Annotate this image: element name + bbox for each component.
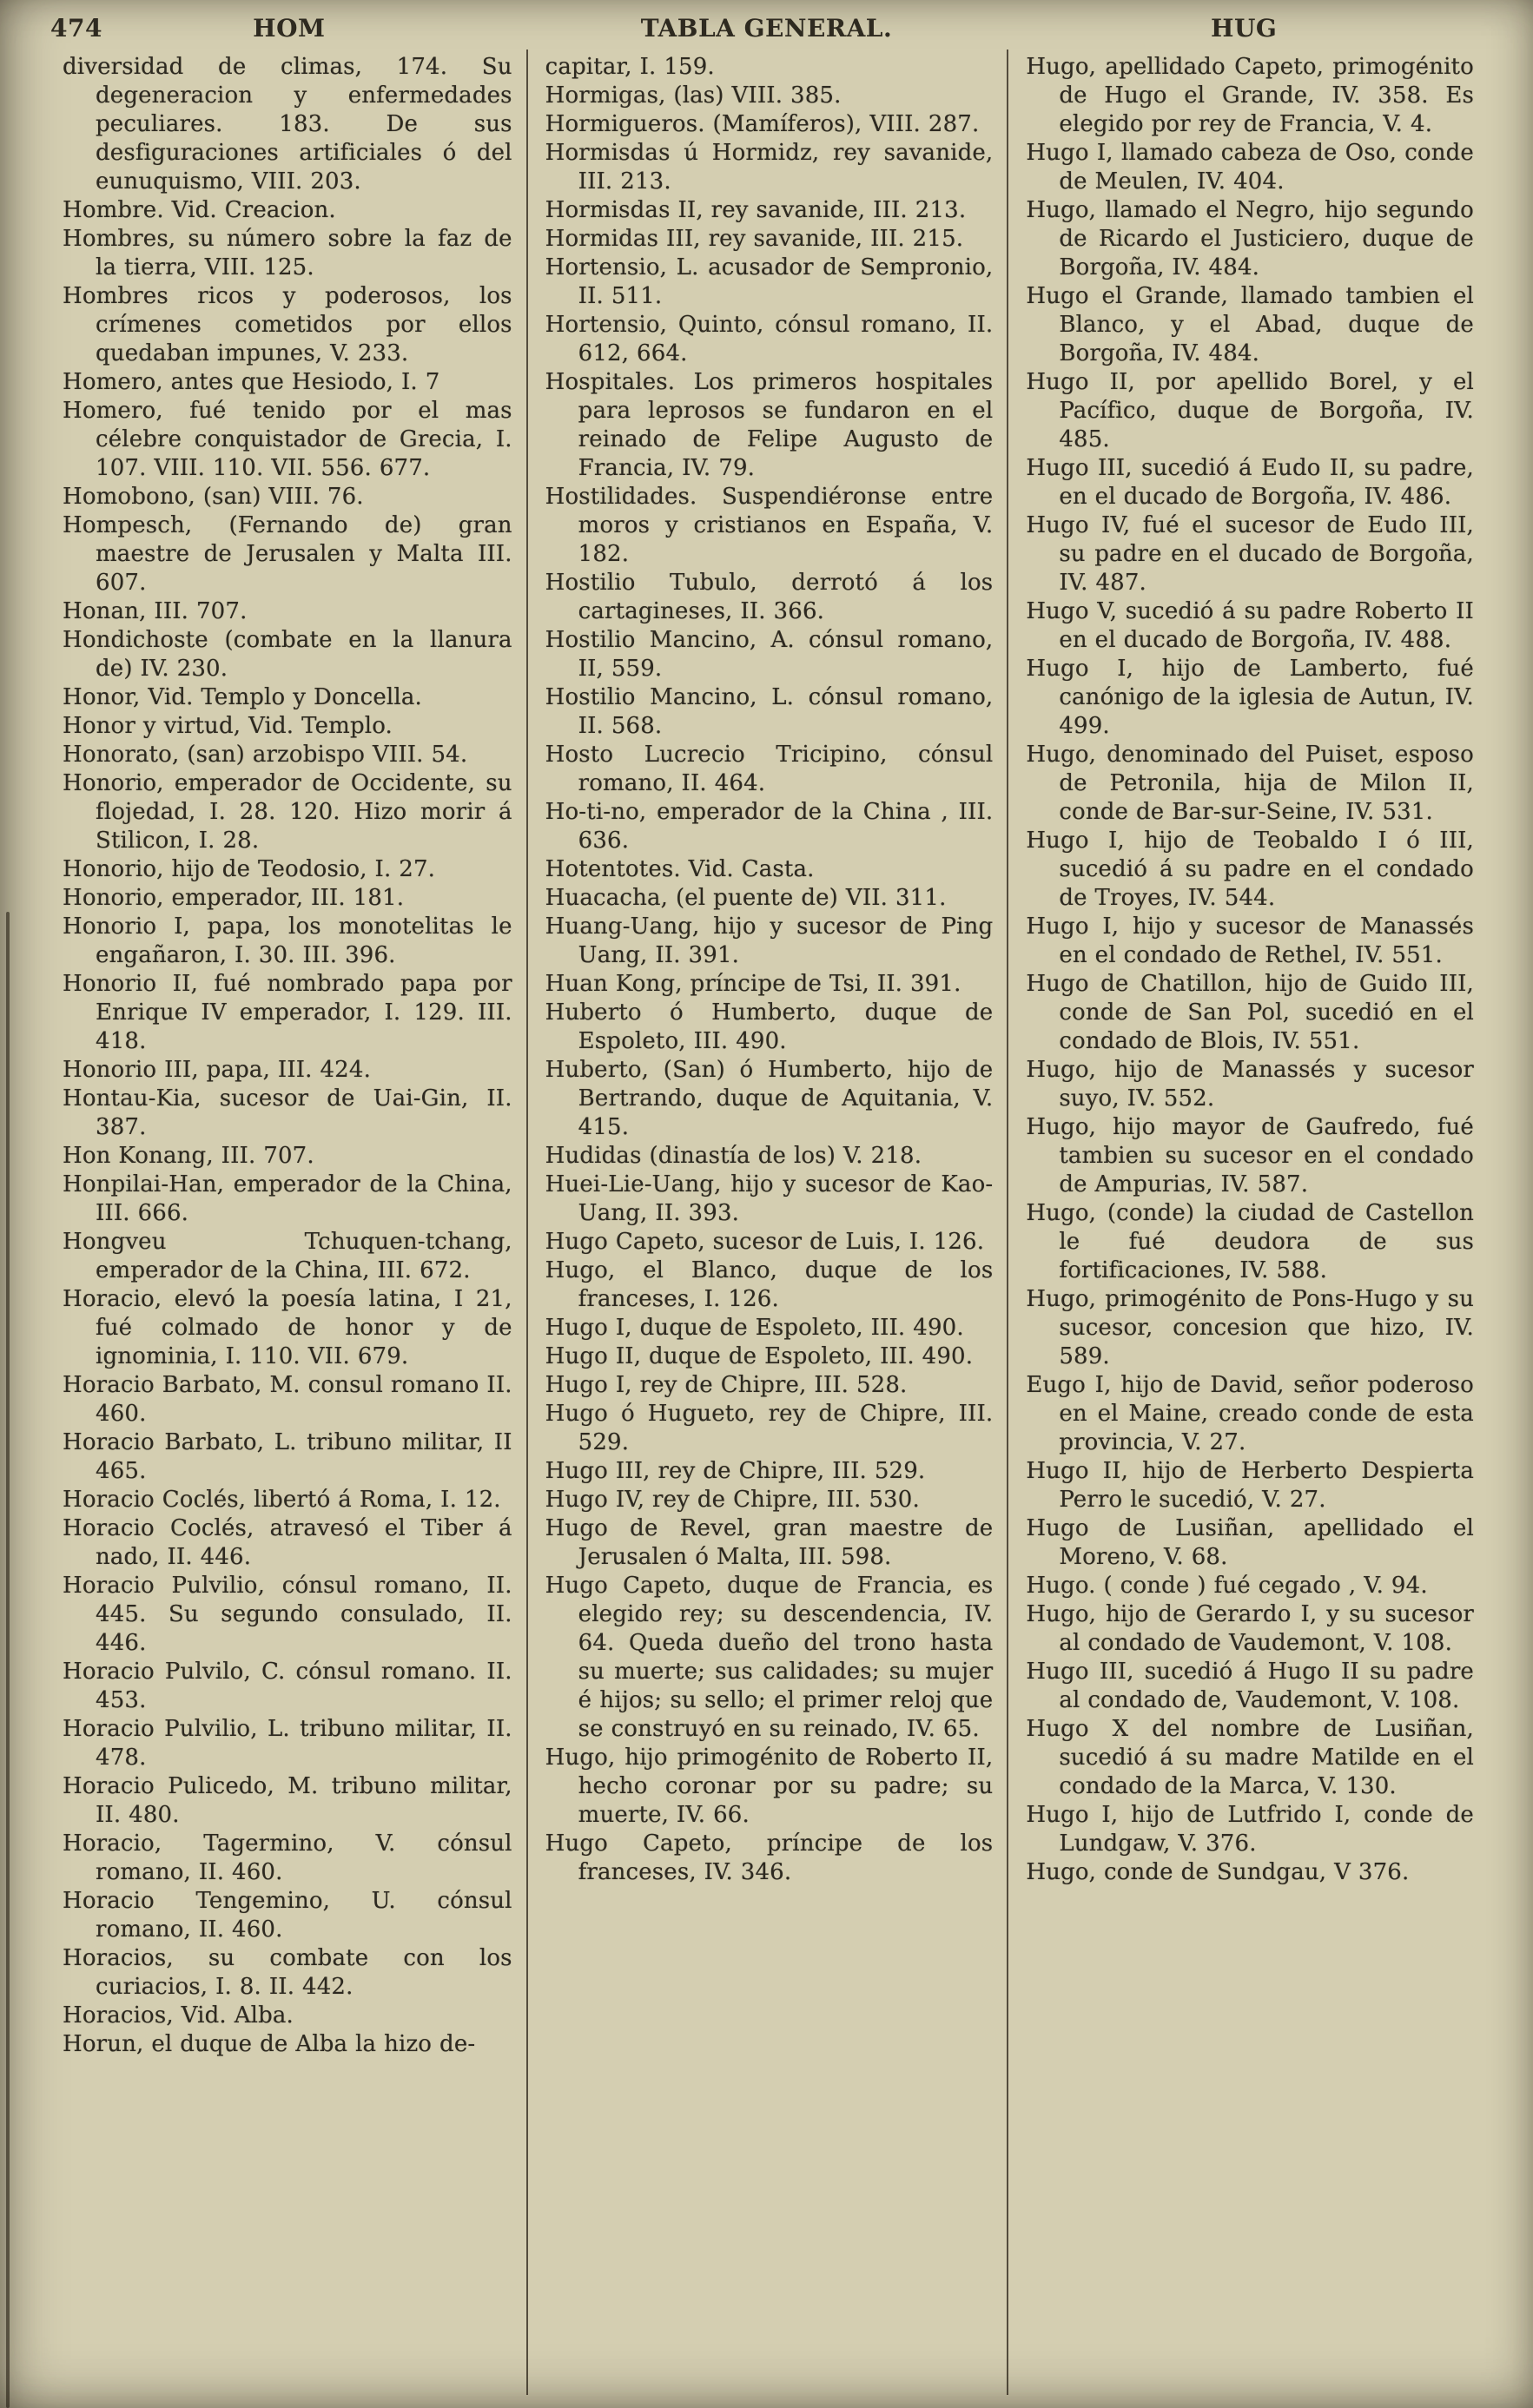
index-entry: diversidad de climas, 174. Su degeneracion y enfermedades peculiares. 183. De sus desfiguraciones artificiales ó del eunuquismo, VIII. 203.	[63, 54, 512, 195]
index-entry: Huei-Lie-Uang, hijo y sucesor de Kao-Uang, II. 393.	[545, 1171, 994, 1226]
index-entry: Honor y virtud, Vid. Templo.	[63, 713, 393, 739]
index-entry: Hospitales. Los primeros hospitales para leprosos se fundaron en el reinado de Felipe Augusto de Francia, IV. 79.	[545, 369, 994, 481]
index-entry: Hormisdas II, rey savanide, III. 213.	[545, 197, 967, 223]
index-entry: Hostilio Tubulo, derrotó á los cartagineses, II. 366.	[545, 570, 994, 624]
index-entry: Hombre. Vid. Creacion.	[63, 197, 336, 223]
index-entry: Honan, III. 707.	[63, 598, 248, 624]
index-entry: Huberto, (San) ó Humberto, hijo de Bertrando, duque de Aquitania, V. 415.	[545, 1057, 994, 1140]
index-entry: Hontau-Kia, sucesor de Uai-Gin, II. 387.	[63, 1085, 512, 1140]
index-entry: Hugo II, duque de Espoleto, III. 490.	[545, 1343, 974, 1369]
index-entry: Horacio Pulvilo, C. cónsul romano. II. 453.	[63, 1659, 512, 1713]
index-entry: Ho-ti-no, emperador de la China , III. 636.	[545, 799, 994, 854]
index-entry: Hugo I, rey de Chipre, III. 528.	[545, 1372, 908, 1398]
index-entry: Hugo I, llamado cabeza de Oso, conde de Meulen, IV. 404.	[1026, 140, 1474, 195]
index-entry: Hugo, primogénito de Pons-Hugo y su sucesor, concesion que hizo, IV. 589.	[1026, 1286, 1474, 1369]
index-entry: Homobono, (san) VIII. 76.	[63, 484, 364, 510]
index-entry: Hormigas, (las) VIII. 385.	[545, 82, 842, 109]
index-entry: Hombres, su número sobre la faz de la tierra, VIII. 125.	[63, 226, 512, 280]
index-entry: Hongveu Tchuquen-tchang, emperador de la China, III. 672.	[63, 1229, 512, 1283]
index-entry: Hudidas (dinastía de los) V. 218.	[545, 1143, 922, 1169]
index-entry: Huang-Uang, hijo y sucesor de Ping Uang, II. 391.	[545, 914, 994, 968]
index-entry: Hugo, denominado del Puiset, esposo de Petronila, hija de Milon II, conde de Bar-sur-Seine, IV. 531.	[1026, 742, 1474, 825]
index-entry: Honorio II, fué nombrado papa por Enrique IV emperador, I. 129. III. 418.	[63, 971, 512, 1054]
index-entry: Horacio Coclés, atravesó el Tiber á nado, II. 446.	[63, 1515, 512, 1570]
index-entry: Hugo I, duque de Espoleto, III. 490.	[545, 1315, 964, 1341]
index-entry: Homero, antes que Hesiodo, I. 7	[63, 369, 440, 395]
index-entry: Hugo II, por apellido Borel, y el Pacífico, duque de Borgoña, IV. 485.	[1026, 369, 1474, 452]
index-columns	[0, 48, 1533, 2395]
index-entry: Hugo X del nombre de Lusiñan, sucedió á su madre Matilde en el condado de la Marca, V. 130.	[1026, 1716, 1474, 1799]
page-header	[0, 0, 1533, 48]
header-center-section	[528, 14, 1006, 43]
header-right-section	[1005, 14, 1483, 43]
index-entry: Hugo III, sucedió á Eudo II, su padre, en el ducado de Borgoña, IV. 486.	[1026, 455, 1474, 510]
running-head-left: HOM	[253, 14, 326, 43]
index-entry: Hostilio Mancino, L. cónsul romano, II. 568.	[545, 684, 994, 739]
section-title: TABLA GENERAL.	[640, 14, 893, 43]
index-entry: Horacio Barbato, L. tribuno militar, II 465.	[63, 1429, 512, 1484]
index-entry: Hormidas III, rey savanide, III. 215.	[545, 226, 964, 252]
index-entry: Eugo I, hijo de David, señor poderoso en el Maine, creado conde de esta provincia, V. 27.	[1026, 1372, 1474, 1455]
index-entry: Hugo, hijo de Manassés y sucesor suyo, IV. 552.	[1026, 1057, 1474, 1112]
scan-edge-artifact	[6, 912, 10, 2408]
header-left-section	[50, 14, 528, 43]
index-entry: Huan Kong, príncipe de Tsi, II. 391.	[545, 971, 961, 997]
index-entry: Honorio I, papa, los monotelitas le engañaron, I. 30. III. 396.	[63, 914, 512, 968]
index-entry: Hugo, hijo mayor de Gaufredo, fué tambien su sucesor en el condado de Ampurias, IV. 587.	[1026, 1114, 1474, 1197]
index-entry: Hugo ó Hugueto, rey de Chipre, III. 529.	[545, 1401, 994, 1455]
index-column-left	[45, 49, 526, 2395]
index-entry: Horacio Pulvilio, L. tribuno militar, II. 478.	[63, 1716, 512, 1771]
index-entry: Honorio III, papa, III. 424.	[63, 1057, 371, 1083]
index-entry: Hugo Capeto, príncipe de los franceses, IV. 346.	[545, 1831, 994, 1885]
page-number: 474	[50, 14, 102, 43]
index-entry: Hugo de Lusiñan, apellidado el Moreno, V. 68.	[1026, 1515, 1474, 1570]
index-entry: Hormigueros. (Mamíferos), VIII. 287.	[545, 111, 980, 137]
index-entry: Hosto Lucrecio Tricipino, cónsul romano, II. 464.	[545, 742, 994, 796]
index-entry: Hotentotes. Vid. Casta.	[545, 856, 815, 882]
index-entry: Hompesch, (Fernando de) gran maestre de Jerusalen y Malta III. 607.	[63, 512, 512, 596]
index-entry: Hugo, llamado el Negro, hijo segundo de Ricardo el Justiciero, duque de Borgoña, IV. 484.	[1026, 197, 1474, 280]
index-entry: Honorio, emperador de Occidente, su flojedad, I. 28. 120. Hizo morir á Stilicon, I. 28.	[63, 770, 512, 854]
index-entry: Horun, el duque de Alba la hizo de-	[63, 2031, 476, 2057]
index-entry: Honorio, emperador, III. 181.	[63, 885, 405, 911]
index-entry: capitar, I. 159.	[545, 54, 715, 80]
index-entry: Hugo I, hijo de Teobaldo I ó III, sucedió á su padre en el condado de Troyes, IV. 544.	[1026, 828, 1474, 911]
index-entry: Huberto ó Humberto, duque de Espoleto, III. 490.	[545, 999, 994, 1054]
index-entry: Huacacha, (el puente de) VII. 311.	[545, 885, 947, 911]
running-head-right: HUG	[1211, 14, 1278, 43]
index-entry: Horacios, Vid. Alba.	[63, 2002, 294, 2029]
index-entry: Hortensio, Quinto, cónsul romano, II. 612, 664.	[545, 312, 994, 366]
index-entry: Hugo I, hijo y sucesor de Manassés en el condado de Rethel, IV. 551.	[1026, 914, 1474, 968]
index-entry: Hugo IV, fué el sucesor de Eudo III, su padre en el ducado de Borgoña, IV. 487.	[1026, 512, 1474, 596]
index-entry: Hugo, conde de Sundgau, V 376.	[1026, 1859, 1410, 1885]
index-entry: Hugo Capeto, duque de Francia, es elegido rey; su descendencia, IV. 64. Queda dueño del trono hasta su muerte; sus calidades; su mujer é hijos; su sello; el primer reloj que se construyó en su reinado, IV. 65.	[545, 1573, 994, 1742]
index-entry: Horacio, Tagermino, V. cónsul romano, II. 460.	[63, 1831, 512, 1885]
index-entry: Hugo I, hijo de Lamberto, fué canónigo de la iglesia de Autun, IV. 499.	[1026, 656, 1474, 739]
index-entry: Hugo de Revel, gran maestre de Jerusalen ó Malta, III. 598.	[545, 1515, 994, 1570]
index-entry: Hugo, hijo de Gerardo I, y su sucesor al condado de Vaudemont, V. 108.	[1026, 1601, 1474, 1656]
index-entry: Hortensio, L. acusador de Sempronio, II. 511.	[545, 254, 994, 309]
index-entry: Hugo II, hijo de Herberto Despierta Perro le sucedió, V. 27.	[1026, 1458, 1474, 1513]
index-entry: Horacio Pulvilio, cónsul romano, II. 445. Su segundo consulado, II. 446.	[63, 1573, 512, 1656]
index-entry: Honor, Vid. Templo y Doncella.	[63, 684, 422, 710]
index-entry: Hugo, el Blanco, duque de los franceses, I. 126.	[545, 1257, 994, 1312]
index-entry: Homero, fué tenido por el mas célebre conquistador de Grecia, I. 107. VIII. 110. VII. 556. 677.	[63, 398, 512, 481]
index-entry: Honpilai-Han, emperador de la China, III. 666.	[63, 1171, 512, 1226]
index-entry: Hostilidades. Suspendiéronse entre moros y cristianos en España, V. 182.	[545, 484, 994, 567]
index-entry: Honorio, hijo de Teodosio, I. 27.	[63, 856, 436, 882]
index-entry: Hugo Capeto, sucesor de Luis, I. 126.	[545, 1229, 985, 1255]
index-entry: Hormisdas ú Hormidz, rey savanide, III. 213.	[545, 140, 994, 195]
index-entry: Hugo, hijo primogénito de Roberto II, hecho coronar por su padre; su muerte, IV. 66.	[545, 1745, 994, 1828]
index-entry: Hugo I, hijo de Lutfrido I, conde de Lundgaw, V. 376.	[1026, 1802, 1474, 1857]
index-entry: Horacio Pulicedo, M. tribuno militar, II. 480.	[63, 1773, 512, 1828]
index-entry: Hon Konang, III. 707.	[63, 1143, 314, 1169]
index-entry: Horacio Coclés, libertó á Roma, I. 12.	[63, 1487, 501, 1513]
index-entry: Honorato, (san) arzobispo VIII. 54.	[63, 742, 468, 768]
index-entry: Hugo III, rey de Chipre, III. 529.	[545, 1458, 926, 1484]
index-entry: Hombres ricos y poderosos, los crímenes cometidos por ellos quedaban impunes, V. 233.	[63, 283, 512, 366]
index-entry: Hugo. ( conde ) fué cegado , V. 94.	[1026, 1573, 1428, 1599]
index-entry: Hugo, (conde) la ciudad de Castellon le fué deudora de sus fortificaciones, IV. 588.	[1026, 1200, 1474, 1283]
index-entry: Horacios, su combate con los curiacios, I. 8. II. 442.	[63, 1945, 512, 2000]
index-entry: Hondichoste (combate en la llanura de) IV. 230.	[63, 627, 512, 682]
index-entry: Horacio Barbato, M. consul romano II. 460.	[63, 1372, 512, 1427]
index-entry: Hugo IV, rey de Chipre, III. 530.	[545, 1487, 920, 1513]
index-entry: Horacio Tengemino, U. cónsul romano, II. 460.	[63, 1888, 512, 1943]
index-entry: Hugo, apellidado Capeto, primogénito de Hugo el Grande, IV. 358. Es elegido por rey de Francia, V. 4.	[1026, 54, 1474, 137]
index-entry: Hugo de Chatillon, hijo de Guido III, conde de San Pol, sucedió en el condado de Blois, IV. 551.	[1026, 971, 1474, 1054]
index-column-middle	[526, 49, 1008, 2395]
index-entry: Hostilio Mancino, A. cónsul romano, II, 559.	[545, 627, 994, 682]
index-column-right	[1007, 49, 1488, 2395]
index-entry: Hugo el Grande, llamado tambien el Blanco, y el Abad, duque de Borgoña, IV. 484.	[1026, 283, 1474, 366]
index-entry: Hugo V, sucedió á su padre Roberto II en el ducado de Borgoña, IV. 488.	[1026, 598, 1474, 653]
index-entry: Hugo III, sucedió á Hugo II su padre al condado de, Vaudemont, V. 108.	[1026, 1659, 1474, 1713]
index-entry: Horacio, elevó la poesía latina, I 21, fué colmado de honor y de ignominia, I. 110. VII. 679.	[63, 1286, 512, 1369]
